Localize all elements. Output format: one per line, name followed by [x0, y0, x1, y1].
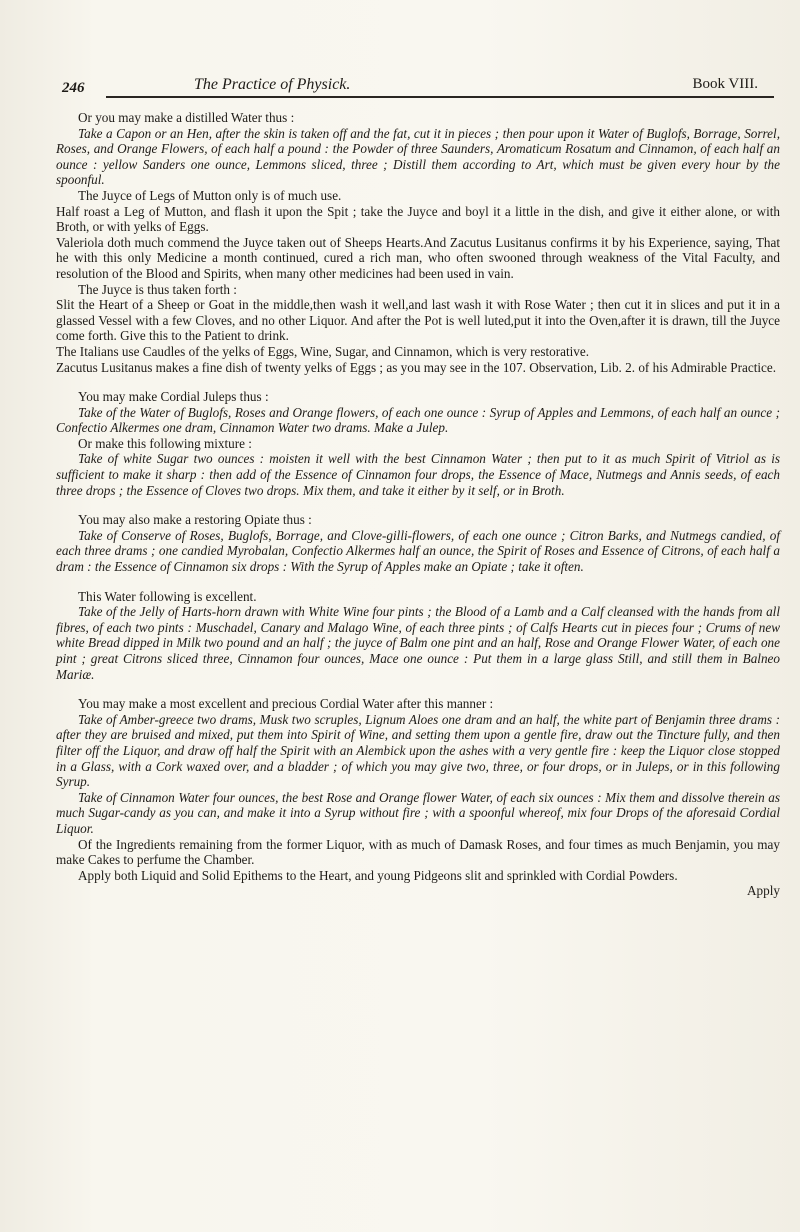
paragraph: The Juyce of Legs of Mutton only is of much use.	[78, 187, 342, 203]
paragraph: Take of the Jelly of Harts-horn drawn with White Wine four pints ; the Blood of a Lamb and a Calf cleansed with the hands from all fibres, of each two pints : Muschadel, Canary and Malago Wine, of each three pints ; of Calfs Hearts cut in pieces four ; Crums of new white Bread dipped in Milk two pound and an half ; the juyce of Balm one pint and an half, Rose and Orange Flower Water, of each one pint ; great Citrons sliced three, Cinnamon four ounces, Mace one ounce : Put them in a large glass Still, and still them in Balneo Mariæ.	[56, 604, 780, 682]
paragraph: This Water following is excellent.	[78, 588, 257, 604]
running-title: The Practice of Physick.	[194, 76, 351, 93]
paragraph: Valeriola doth much commend the Juyce taken out of Sheeps Hearts.And Zacutus Lusitanus confirms it by his Experience, saying, That he with this only Medicine a month continued, cured a rich man, who often swooned through weakness of the Vital Faculty, and resolution of the Blood and Spirits, when many other medicines had been used in vain.	[56, 234, 780, 281]
paragraph: Of the Ingredients remaining from the former Liquor, with as much of Damask Roses, and four times as much Benjamin, you may make Cakes to perfume the Chamber.	[56, 836, 780, 868]
paragraph: You may also make a restoring Opiate thus :	[78, 512, 312, 528]
paragraph: Zacutus Lusitanus makes a fine dish of twenty yelks of Eggs ; as you may see in the 107. Observation, Lib. 2. of his Admirable Practice.	[56, 359, 777, 375]
section-gap	[56, 498, 780, 512]
book-label: Book VIII.	[692, 76, 758, 92]
paragraph: Apply both Liquid and Solid Epithems to the Heart, and young Pidgeons slit and sprinkled with Cordial Powders.	[78, 867, 678, 883]
page-number: 246	[62, 80, 85, 96]
paragraph: Take of Amber-greece two drams, Musk two scruples, Lignum Aloes one dram and an half, the white part of Benjamin three drams : after they are bruised and mixed, put them into Spirit of Wine, and setting them upon a gentle fire, draw out the Tincture fully, and then filter off the Liquor, and draw off half the Spirit with an Alembick upon the ashes with a very gentle fire : keep the Liquor close stopped in a Glass, with a Cork waxed over, and a bladder ; of which you may give two, three, or four drops, or in Juleps, or in this following Syrup.	[56, 711, 780, 790]
paragraph: Slit the Heart of a Sheep or Goat in the middle,then wash it well,and last wash it with Rose Water ; then cut it in slices and put it in a glassed Vessel with a few Cloves, and no other Liquor. And after the Pot is well luted,put it into the Oven,after it is drawn, till the Juyce come forth. Give this to the Patient to drink.	[56, 297, 780, 344]
section-gap	[56, 682, 780, 696]
paragraph: Take of white Sugar two ounces : moisten it well with the best Cinnamon Water ; then put to it as much Spirit of Vitriol as is sufficient to make it sharp : then add of the Essence of Cinnamon four drops, the Essence of Mace, Nutmegs and Annis seeds, of each three drops ; the Essence of Cloves two drops. Mix them, and take it either by it self, or in Broth.	[56, 451, 780, 498]
page-body	[56, 110, 780, 899]
catchword: Apply	[747, 883, 780, 899]
section-gap	[56, 375, 780, 389]
paragraph: Or you may make a distilled Water thus :	[78, 110, 295, 125]
paragraph: Take of Conserve of Roses, Buglofs, Borrage, and Clove-gilli-flowers, of each one ounce ; Citron Barks, and Nutmegs candied, of each three drams ; one candied Myrobalan, Confectio Alkermes half an ounce, the Spirit of Roses and Essence of Citrons, of each half a dram : the Essence of Cinnamon six drops : With the Syrup of Apples make an Opiate ; take it often.	[56, 527, 780, 575]
page-header	[62, 76, 782, 98]
paragraph: Take of Cinnamon Water four ounces, the best Rose and Orange flower Water, of each six ounces : Mix them and dissolve therein as much Sugar-candy as you can, and make it into a Syrup without fire ; with a spoonful whereof, mix four Drops of the aforesaid Cordial Liquor.	[56, 789, 780, 836]
paragraph: Take of the Water of Buglofs, Roses and Orange flowers, of each one ounce : Syrup of Apples and Lemmons, of each half an ounce ; Confectio Alkermes one dram, Cinnamon Water two drams. Make a Julep.	[56, 404, 780, 436]
section-gap	[56, 575, 780, 589]
paragraph: You may make Cordial Juleps thus :	[78, 389, 269, 405]
paragraph: You may make a most excellent and precious Cordial Water after this manner :	[78, 696, 494, 712]
paragraph: The Juyce is thus taken forth :	[78, 281, 237, 297]
paragraph: Or make this following mixture :	[78, 435, 252, 451]
paragraph: Half roast a Leg of Mutton, and flash it upon the Spit ; take the Juyce and boyl it a little in the dish, and give it either alone, or with Broth, or with yelks of Eggs.	[56, 203, 780, 235]
paragraph: Take a Capon or an Hen, after the skin is taken off and the fat, cut it in pieces ; then pour upon it Water of Buglofs, Borrage, Sorrel, Roses, and Orange Flowers, of each half a pound : the Powder of three Saunders, Aromaticum Rosatum and Cinnamon, of each half an ounce : yellow Sanders one ounce, Lemmons sliced, three ; Distill them according to Art, which must be given every hour by the spoonful.	[56, 125, 780, 188]
header-rule	[106, 96, 774, 98]
paragraph: The Italians use Caudles of the yelks of Eggs, Wine, Sugar, and Cinnamon, which is very restorative.	[56, 343, 590, 359]
